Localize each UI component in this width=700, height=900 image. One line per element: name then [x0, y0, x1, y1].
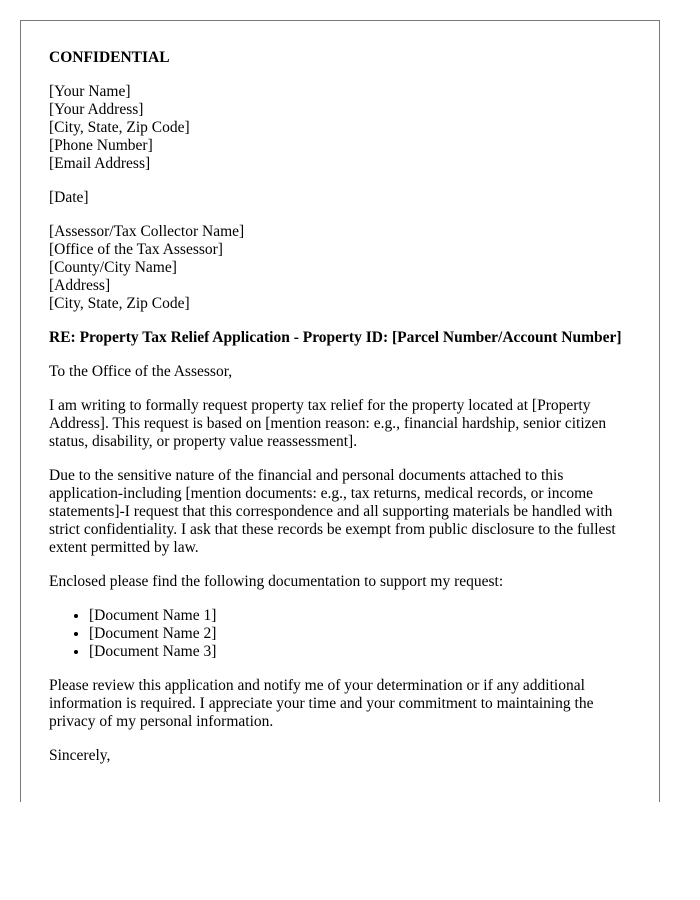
list-item: • [Document Name 2] [89, 625, 633, 643]
sender-block [49, 83, 633, 173]
sender-email: [Email Address] [49, 155, 151, 172]
closing: Sincerely, [49, 747, 111, 764]
recipient-county-city: [County/City Name] [49, 259, 177, 276]
sender-phone: [Phone Number] [49, 137, 153, 154]
sender-city-state-zip: [City, State, Zip Code] [49, 119, 190, 136]
paragraph-request: I am writing to formally request property tax relief for the property located at [Property Address]. This request is based on [mention reason: e.g., financial hardship, senior citizen status, disability, or property value reassessment]. [49, 397, 607, 450]
letter-date: [Date] [49, 189, 89, 206]
paragraph-enclosures-intro: Enclosed please find the following documentation to support my request: [49, 573, 504, 590]
subject-line: RE: Property Tax Relief Application - Property ID: [Parcel Number/Account Number] [49, 329, 622, 346]
recipient-city-state-zip: [City, State, Zip Code] [49, 295, 190, 312]
paragraph-confidentiality: Due to the sensitive nature of the financial and personal documents attached to this application-including [mention documents: e.g., tax returns, medical records, or income statements]-I request that this correspondence and all supporting materials be handled with strict confidentiality. I ask that these records be exempt from public disclosure to the fullest extent permitted by law. [49, 467, 616, 556]
paragraph-closing-request: Please review this application and notify me of your determination or if any additional information is required. I appreciate your time and your commitment to maintaining the privacy of my personal information. [49, 677, 594, 730]
document-list [49, 607, 633, 661]
list-item: • [Document Name 1] [89, 607, 633, 625]
letter-content [49, 49, 633, 765]
salutation: To the Office of the Assessor, [49, 363, 233, 380]
sender-name: [Your Name] [49, 83, 131, 100]
letter-page [20, 20, 660, 802]
recipient-office: [Office of the Tax Assessor] [49, 241, 223, 258]
list-item: • [Document Name 3] [89, 643, 633, 661]
recipient-address: [Address] [49, 277, 111, 294]
recipient-name: [Assessor/Tax Collector Name] [49, 223, 245, 240]
confidential-heading: CONFIDENTIAL [49, 49, 170, 66]
sender-address: [Your Address] [49, 101, 144, 118]
recipient-block [49, 223, 633, 313]
